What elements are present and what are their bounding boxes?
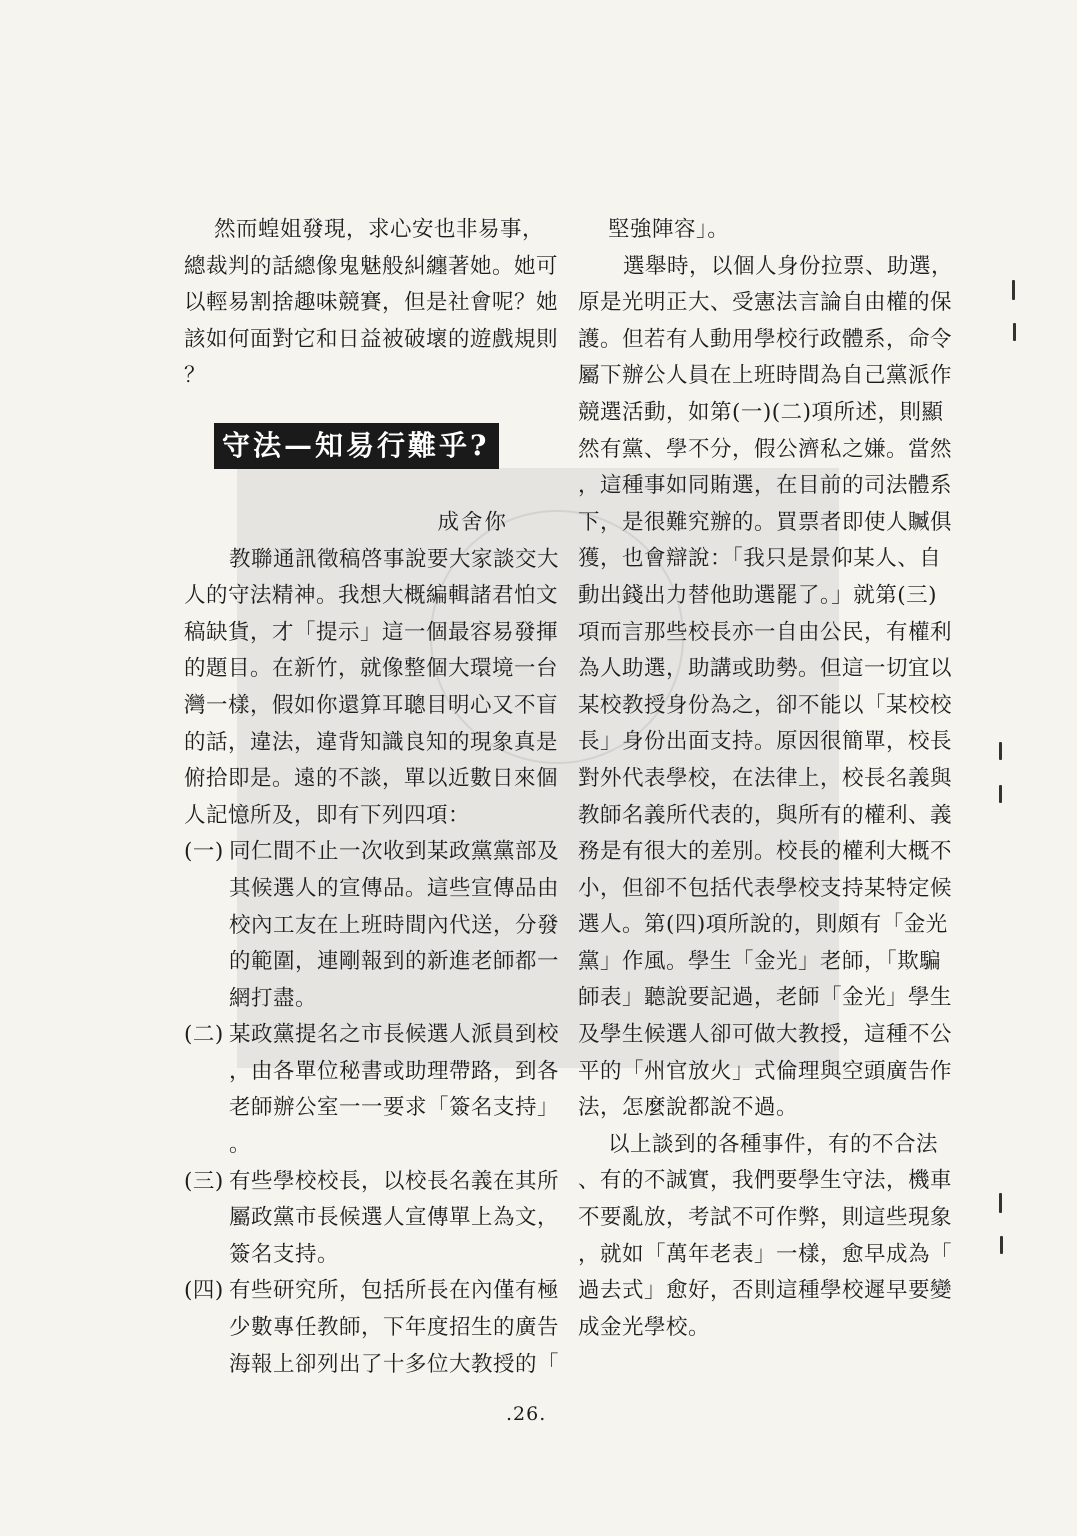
scan-mark: [1000, 1236, 1003, 1254]
paragraph-line: 法，怎麼說都說不過。: [578, 1095, 799, 1121]
paragraph-line: ，這種事如同賄選，在目前的司法體系: [578, 473, 953, 499]
list-item-line: 屬政黨市長候選人宣傳單上為文，: [229, 1205, 560, 1231]
right-column: [578, 212, 954, 1346]
intro-line: 總裁判的話總像鬼魅般糾纏著她。她可: [184, 253, 559, 279]
list-item-line: 同仁間不止一次收到某政黨黨部及: [229, 839, 560, 865]
paragraph-line: 為人助選，助講或助勢。但這一切宜以: [578, 656, 953, 682]
list-item: [184, 1017, 560, 1163]
page-number: .26.: [506, 1403, 547, 1425]
list-item-line: 的範圍，連剛報到的新進老師都一: [229, 949, 560, 975]
scan-mark: [1013, 323, 1016, 341]
paragraph-line: 下，是很難究辦的。買票者即使人贓俱: [578, 509, 953, 535]
scan-mark: [999, 785, 1002, 803]
list-item-line: 老師辦公室一一要求「簽名支持」: [229, 1095, 560, 1121]
intro-line: 然而蝗姐發現，求心安也非易事，: [214, 217, 545, 242]
article-title-block: [184, 395, 524, 505]
paragraph-line: 過去式」愈好，否則這種學校遲早要變: [578, 1278, 953, 1304]
list-item-line: 少數專任教師，下年度招生的廣告: [229, 1315, 560, 1341]
paragraph-line: 項而言那些校長亦一自由公民，有權利: [578, 619, 953, 645]
paragraph-line: 對外代表學校，在法律上，校長名義與: [578, 765, 953, 791]
paragraph-line: 的題目。在新竹，就像整個大環境一台: [184, 656, 559, 682]
list-item-line: 有些學校校長，以校長名義在其所: [229, 1168, 560, 1194]
paragraph-line: 某校教授身份為之，卻不能以「某校校: [578, 692, 953, 718]
paragraph-line: 稿缺貨，才「提示」這一個最容易發揮: [184, 619, 559, 645]
scan-mark: [999, 1193, 1002, 1213]
paragraph-line: 動出錢出力替他助選罷了。」就第(三): [578, 582, 938, 608]
paragraph-line: 長」身份出面支持。原因很簡單，校長: [578, 729, 953, 755]
paragraph-line: 的話，違法，違背知識良知的現象真是: [184, 729, 559, 755]
paragraph-line: 人記憶所及，即有下列四項：: [184, 802, 471, 828]
paragraph-line: 不要亂放，考試不可作弊，則這些現象: [578, 1205, 953, 1231]
list-item-label: (二): [184, 1022, 224, 1048]
list-item-line: ，由各單位秘書或助理帶路，到各: [229, 1058, 560, 1084]
paragraph-line: 平的「州官放火」式倫理與空頭廣告作: [578, 1058, 953, 1084]
list-item-line: 海報上卻列出了十多位大教授的「: [229, 1351, 560, 1377]
paragraph-line: 小，但卻不包括代表學校支持某特定候: [578, 875, 953, 901]
list-item-line: 簽名支持。: [229, 1241, 340, 1267]
paragraph-line: ，就如「萬年老表」一樣，愈早成為「: [578, 1241, 953, 1267]
list-item-label: (四): [184, 1278, 224, 1304]
paragraph-line: 競選活動，如第(一)(二)項所述，則顯: [578, 399, 944, 425]
list-item-label: (一): [184, 839, 224, 865]
paragraph-line: 獲，也會辯說：「我只是景仰某人、自: [578, 546, 942, 572]
list-item-label: (三): [184, 1168, 224, 1194]
paragraph-line: 俯拾即是。遠的不談，單以近數日來個: [184, 766, 559, 792]
paragraph-line: 選舉時，以個人身份拉票、助選，: [623, 253, 954, 279]
paragraph-line: 以上談到的各種事件，有的不合法: [608, 1131, 939, 1157]
intro-line: ？: [184, 363, 207, 389]
list-item: [184, 834, 560, 1017]
list-item-line: 網打盡。: [229, 985, 318, 1011]
list-item-line: 某政黨提名之市長候選人派員到校: [229, 1022, 560, 1048]
list-item: [184, 1164, 560, 1274]
paragraph-line: 護。但若有人動用學校行政體系，命令: [578, 326, 953, 352]
paragraph-line: 人的守法精神。我想大概編輯諸君怕文: [184, 583, 559, 609]
paragraph-line: 、有的不誠實，我們要學生守法，機車: [578, 1168, 953, 1194]
paragraph-line: 教師名義所代表的，與所有的權利、義: [578, 802, 953, 828]
paragraph-line: 師表」聽說要記過，老師「金光」學生: [578, 985, 953, 1011]
intro-line: 該如何面對它和日益被破壞的遊戲規則: [184, 326, 559, 352]
article-author: 成舍你: [437, 509, 508, 535]
article-title: 守法—知易行難乎?: [214, 423, 499, 469]
paragraph-line: 原是光明正大、受憲法言論自由權的保: [578, 290, 953, 316]
left-column: [184, 212, 560, 1383]
paragraph-line: 教聯通訊徵稿啓事說要大家談交大: [229, 546, 560, 572]
paragraph-line: 選人。第(四)項所說的，則頗有「金光: [578, 912, 948, 938]
scan-mark: [999, 742, 1002, 760]
paragraph-line: 務是有很大的差別。校長的權利大概不: [578, 839, 953, 865]
list-item-line: 。: [229, 1132, 252, 1158]
list-item: [184, 1273, 560, 1383]
list-item-line: 其候選人的宣傳品。這些宣傳品由: [229, 875, 560, 901]
list-item-line: 有些研究所，包括所長在內僅有極: [229, 1278, 560, 1304]
intro-line: 以輕易割捨趣味競賽，但是社會呢？她: [184, 290, 559, 316]
paragraph-line: 灣一樣，假如你還算耳聰目明心又不盲: [184, 692, 559, 718]
scan-mark: [1012, 280, 1015, 300]
paragraph-line: 黨」作風。學生「金光」老師，「欺騙: [578, 948, 942, 974]
paragraph-line: 成金光學校。: [578, 1314, 711, 1340]
paragraph-line: 然有黨、學不分，假公濟私之嫌。當然: [578, 436, 953, 462]
paragraph-line: 及學生候選人卻可做大教授，這種不公: [578, 1022, 953, 1048]
list-item-line: 校內工友在上班時間內代送，分發: [229, 912, 560, 938]
paragraph-line: 屬下辦公人員在上班時間為自己黨派作: [578, 363, 953, 389]
paragraph-line: 堅強陣容」。: [608, 217, 730, 242]
